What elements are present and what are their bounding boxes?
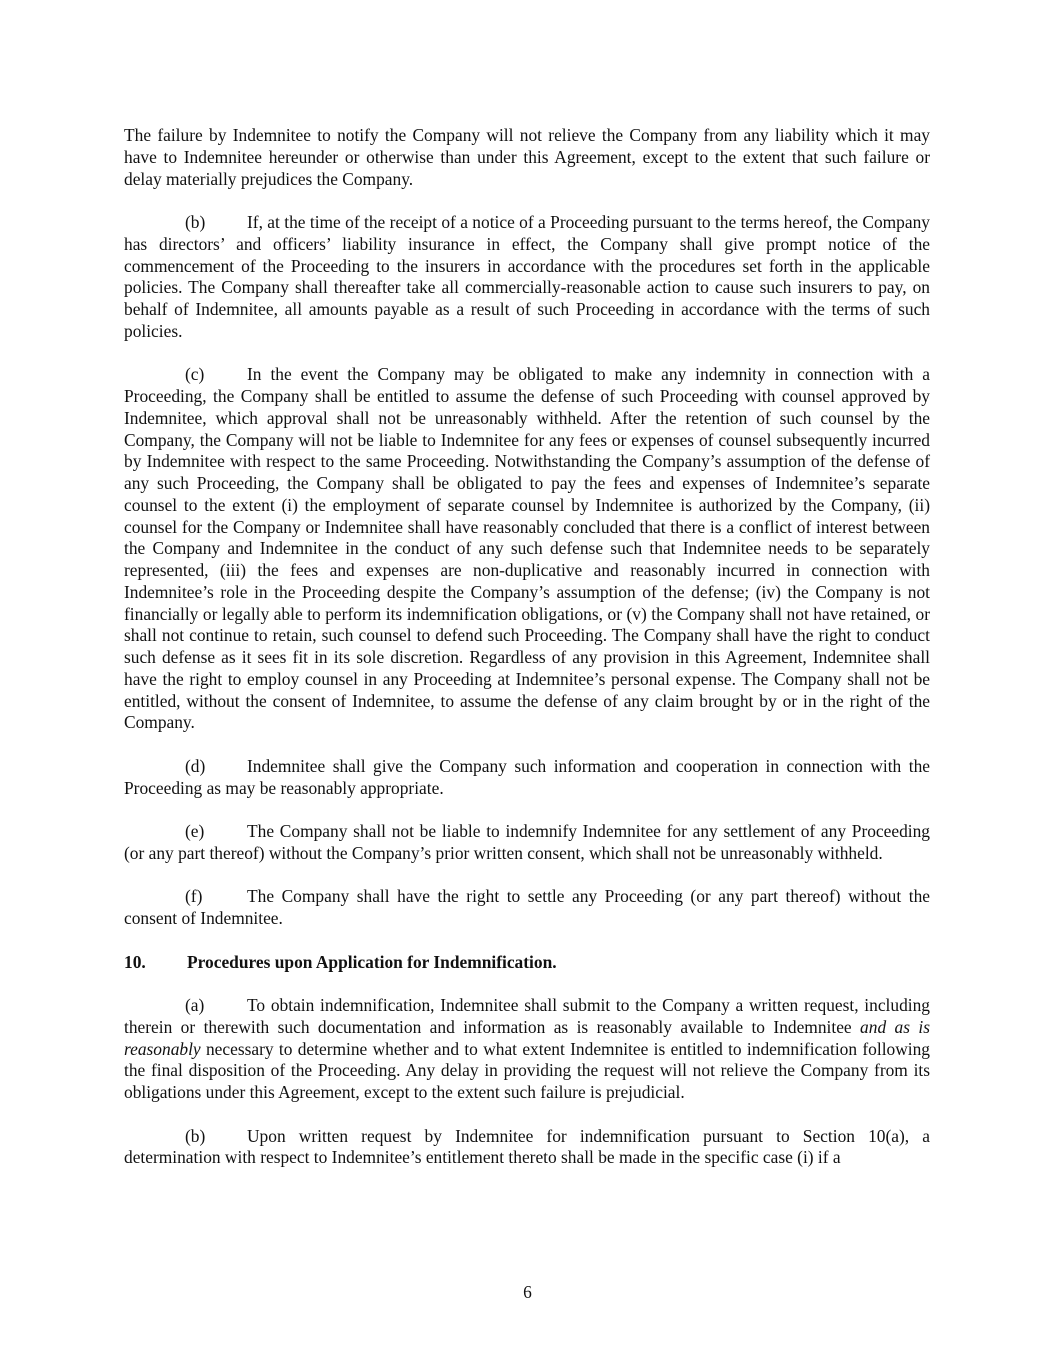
paragraph-d	[124, 756, 930, 800]
paragraph-text: Indemnitee shall give the Company such information and cooperation in connection with the Proceeding as may be reasonably appropriate.	[124, 755, 930, 798]
paragraph-text: The Company shall have the right to settle any Proceeding (or any part thereof) without the consent of Indemnitee.	[124, 886, 930, 928]
section-number: 10.	[124, 951, 146, 972]
paragraph-f	[124, 886, 930, 930]
page-body	[124, 125, 930, 1191]
paragraph-label: (d)	[185, 755, 206, 776]
paragraph-label: (a)	[185, 995, 205, 1015]
paragraph-label: (b)	[185, 1125, 206, 1146]
paragraph-text: In the event the Company may be obligated to make any indemnity in connection with a Proceeding, the Company shall be entitled to assume the defense of such Proceeding with counsel approved by Indemnitee, which approval shall not be unreasonably withheld. After the retention of such counsel by the Company, the Company will not be liable to Indemnitee for any fees or expenses of counsel subsequently incurred by Indemnitee with respect to the same Proceeding. Notwithstanding the Company’s assumption of the defense of any such Proceeding, the Company shall be obligated to pay the fees and expenses of Indemnitee’s separate counsel to the extent (i) the employment of separate counsel by Indemnitee is authorized by the Company, (ii) counsel for the Company or Indemnitee shall have reasonably concluded that there is a conflict of interest between the Company and Indemnitee in the conduct of any such defense such that Indemnitee needs to be separately represented, (iii) the fees and expenses are non-duplicative and reasonably incurred in connection with Indemnitee’s role in the Proceeding despite the Company’s assumption of the defense; (iv) the Company is not financially or legally able to perform its indemnification obligations, or (v) the Company shall not have retained, or shall not continue to retain, such counsel to defend such Proceeding. The Company shall have the right to conduct such defense as it sees fit in its sole discretion. Regardless of any provision in this Agreement, Indemnitee shall have the right to employ counsel in any Proceeding at Indemnitee’s personal expense. The Company shall not be entitled, without the consent of Indemnitee, to assume the defense of any claim brought by or in the right of the Company.	[124, 364, 930, 733]
paragraph-intro: The failure by Indemnitee to notify the Company will not relieve the Company from any liability which it may have to Indemnitee hereunder or otherwise than under this Agreement, except to the extent that such failure or delay materially prejudices the Company.	[124, 125, 930, 189]
paragraph-text-part-2: necessary to determine whether and to what extent Indemnitee is entitled to indemnification following the final disposition of the Proceeding. Any delay in providing the request will not relieve the Company from its obligations under this Agreement, except to the extent such failure is prejudicial.	[124, 1038, 930, 1102]
paragraph-text-part-1: To obtain indemnification, Indemnitee shall submit to the Company a written request, including therein or therewith such documentation and information as is reasonably available to Indemnitee	[124, 995, 930, 1037]
paragraph-text: If, at the time of the receipt of a notice of a Proceeding pursuant to the terms hereof, the Company has directors’ and officers’ liability insurance in effect, the Company shall give prompt notice of the commencement of the Proceeding to the insurers in accordance with the procedures set forth in the applicable policies. The Company shall thereafter take all commercially-reasonable action to cause such insurers to pay, on behalf of Indemnitee, all amounts payable as a result of such Proceeding in accordance with the terms of such policies.	[124, 212, 930, 341]
paragraph-e	[124, 821, 930, 865]
section-10-paragraph-b	[124, 1126, 930, 1170]
paragraph-label: (c)	[185, 364, 205, 385]
paragraph-c	[124, 364, 930, 734]
paragraph-label: (f)	[185, 886, 203, 907]
page-number: 6	[523, 1282, 532, 1302]
paragraph-label: (b)	[185, 212, 206, 232]
section-heading	[124, 952, 930, 974]
section-10-paragraph-a	[124, 995, 930, 1104]
paragraph-text: The Company shall not be liable to indemnify Indemnitee for any settlement of any Proceeding (or any part thereof) without the Company’s prior written consent, which shall not be unreasonably withheld.	[124, 821, 930, 863]
paragraph-label: (e)	[185, 821, 205, 841]
section-title: Procedures upon Application for Indemnification.	[187, 951, 557, 972]
paragraph-b	[124, 212, 930, 343]
italic-phrase: and as is reasonably	[124, 1016, 930, 1059]
paragraph-text: Upon written request by Indemnitee for indemnification pursuant to Section 10(a), a determination with respect to Indemnitee’s entitlement thereto shall be made in the specific case (i) if a	[124, 1125, 930, 1168]
